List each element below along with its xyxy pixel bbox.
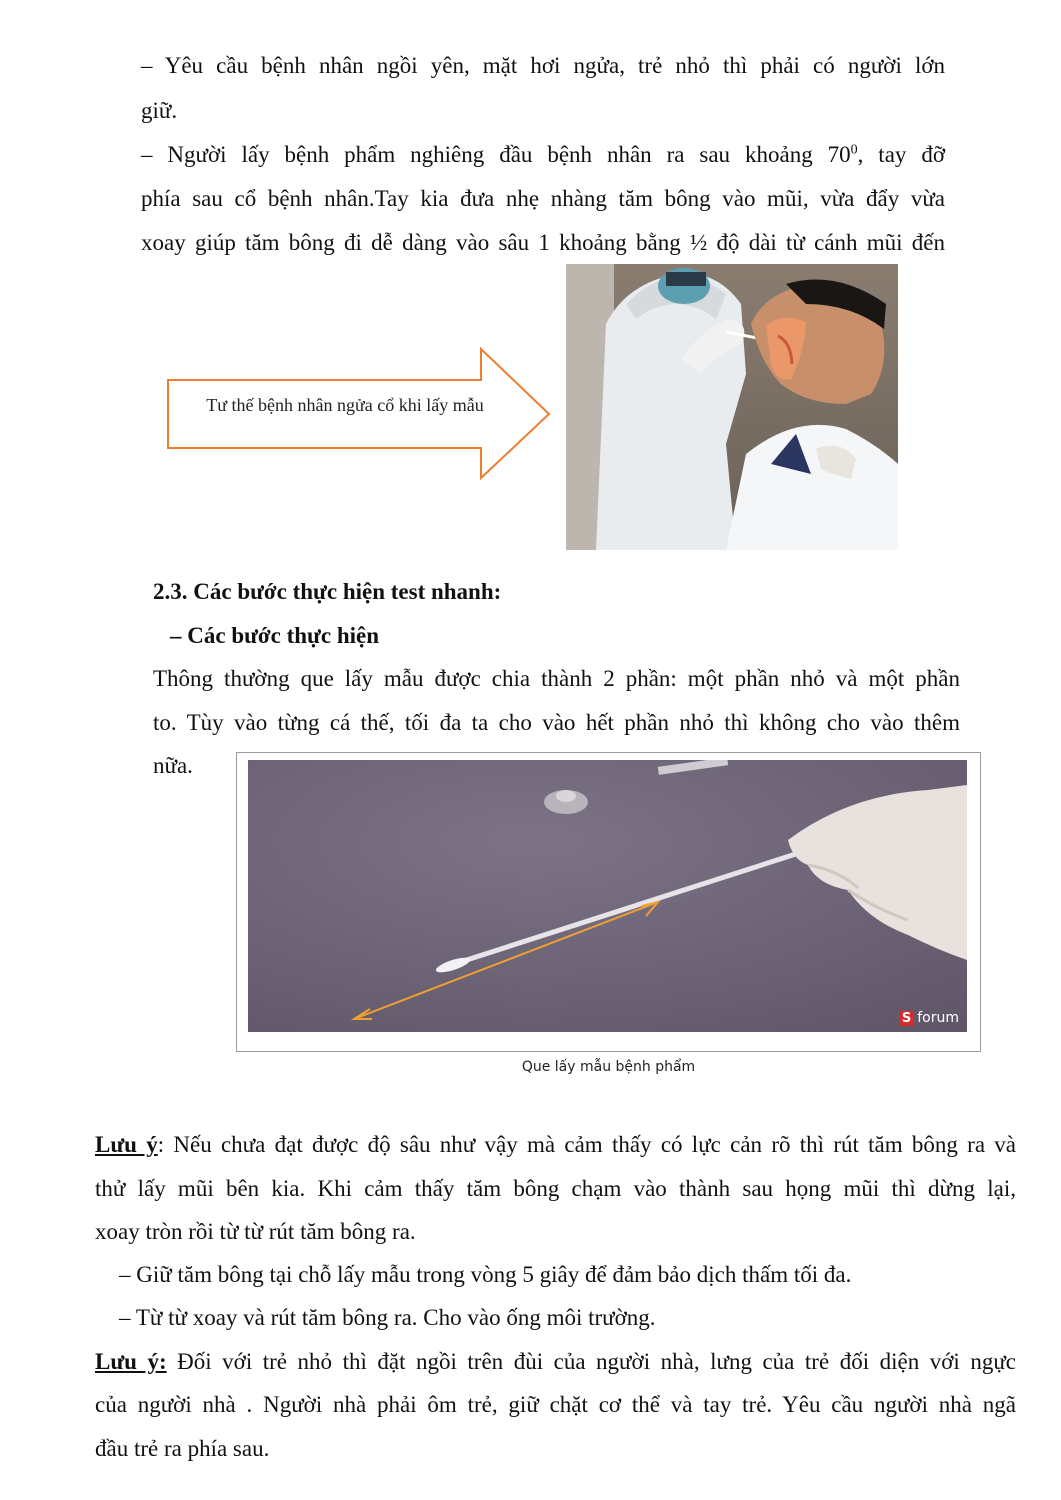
nasal-swab-photo (566, 264, 898, 550)
paragraph-2-line-3: xoay giúp tăm bông đi dễ dàng vào sâu 1 khoảng bằng ½ độ dài từ cánh mũi đến (141, 230, 945, 255)
section-paragraph-line-1: Thông thường que lấy mẫu được chia thành 2 phần: một phần nhỏ và một phần (153, 666, 960, 691)
note-1-line-1-text: : Nếu chưa đạt được độ sâu như vậy mà cảm thấy có lực cản rõ thì rút tăm bông ra và (157, 1132, 1017, 1157)
note-1-label: Lưu ý (95, 1132, 158, 1157)
note-2-line-3: đầu trẻ ra phía sau. (95, 1436, 270, 1461)
paragraph-1-line-2: giữ. (141, 98, 178, 123)
note-2-line-1 (95, 1350, 1016, 1373)
sforum-watermark (899, 1010, 959, 1026)
swab-figure-caption: Que lấy mẫu bệnh phẩm (521, 1059, 696, 1075)
step-2: – Từ từ xoay và rút tăm bông ra. Cho vào ống môi trường. (119, 1305, 656, 1330)
section-subheading: – Các bước thực hiện (170, 623, 379, 648)
section-paragraph-line-2: to. Tùy vào từng cá thế, tối đa ta cho vào hết phần nhỏ thì không cho vào thêm (153, 710, 960, 735)
section-heading: 2.3. Các bước thực hiện test nhanh: (153, 579, 502, 604)
sforum-logo-text: forum (917, 1010, 959, 1026)
sforum-logo-mark: S (899, 1011, 914, 1026)
paragraph-2-line-2: phía sau cổ bệnh nhân.Tay kia đưa nhẹ nhàng tăm bông vào mũi, vừa đẩy vừa (141, 186, 945, 211)
note-2-line-2: của người nhà . Người nhà phải ôm trẻ, giữ chặt cơ thể và tay trẻ. Yêu cầu người nhà ngã (95, 1392, 1016, 1417)
paragraph-1-line-1: – Yêu cầu bệnh nhân ngồi yên, mặt hơi ngửa, trẻ nhỏ thì phải có người lớn (141, 53, 945, 78)
note-2-label: Lưu ý: (95, 1349, 167, 1374)
note-1-line-2: thử lấy mũi bên kia. Khi cảm thấy tăm bông chạm vào thành sau họng mũi thì dừng lại, (95, 1176, 1016, 1201)
paragraph-2-line-1 (141, 143, 945, 166)
section-paragraph-line-3: nữa. (153, 753, 193, 778)
step-1: – Giữ tăm bông tại chỗ lấy mẫu trong vòng 5 giây để đảm bảo dịch thấm tối đa. (119, 1262, 852, 1287)
paragraph-2-line-1-tail: , tay đỡ (857, 142, 945, 167)
note-2-line-1-text: Đối với trẻ nhỏ thì đặt ngồi trên đùi của người nhà, lưng của trẻ đối diện với ngực (166, 1349, 1016, 1374)
note-1-line-1 (95, 1133, 1016, 1156)
callout-text: Tư thế bệnh nhân ngửa cổ khi lấy mẫu (206, 395, 484, 415)
note-1-line-3: xoay tròn rồi từ từ rút tăm bông ra. (95, 1219, 416, 1244)
swab-photo (248, 760, 967, 1032)
swab-figure-frame (236, 752, 981, 1052)
degree-superscript: 0 (850, 142, 858, 158)
paragraph-2-line-1-text: – Người lấy bệnh phẩm nghiêng đầu bệnh nhân ra sau khoảng 70 (141, 142, 851, 167)
